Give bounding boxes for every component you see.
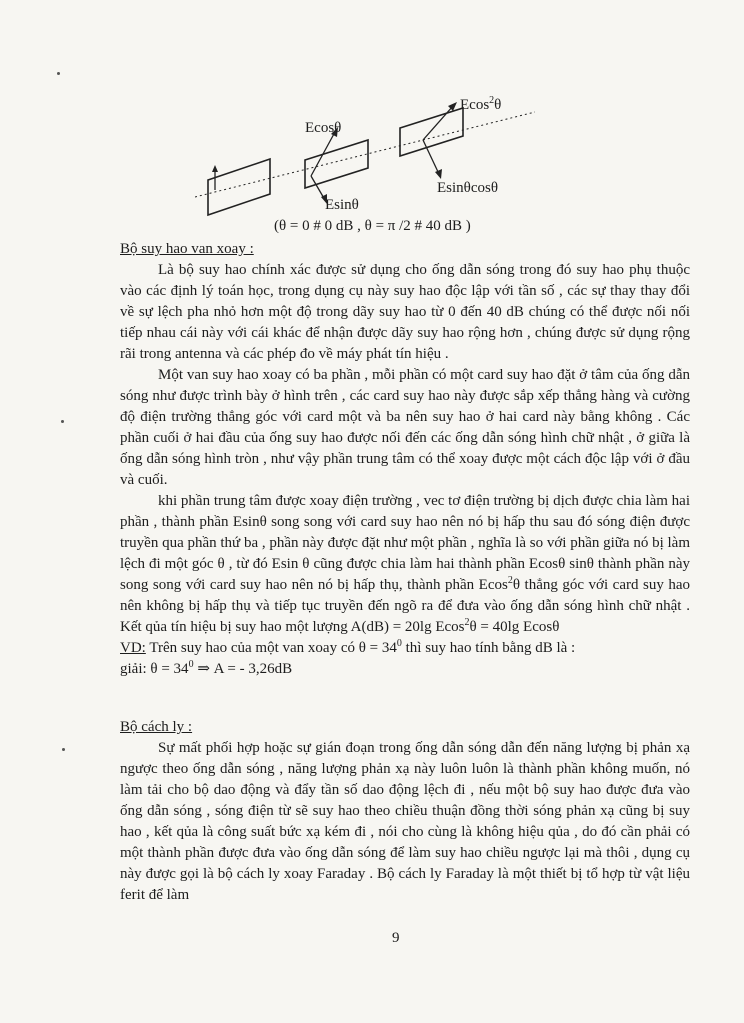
scan-speck — [61, 420, 64, 423]
left-card — [208, 159, 270, 215]
label-esin-cos: Esinθcosθ — [437, 180, 499, 196]
section-heading: Bộ cách ly : — [120, 719, 193, 735]
paragraph: Sự mất phối hợp hoặc sự gián đoạn trong ống dẫn sóng dẫn đến năng lượng bị phản xạ ngược theo ống dẫn sóng , năng lượng phản xạ này luôn luôn là thành phần không muốn, nó làm tải cho bộ dao động và đẩy tần số dao động lệch đi , nếu một bộ suy hao được đưa vào ống dẫn sóng , sóng điện từ sẽ suy hao theo chiều thuận đồng thời sóng phản xạ cũng bị suy hao , kết qủa là công suất bức xạ kém đi , nói cho cùng là không hiệu qủa , do đó cần phải có một thành phần được đưa vào ống dẫn sóng để làm suy hao chiều ngược lại mà thôi , dụng cụ này được gọi là bộ cách ly xoay Faraday . Bộ cách ly Faraday là một thiết bị tổ hợp từ vật liệu ferit để làm — [120, 740, 690, 903]
page-number: 9 — [392, 930, 400, 946]
example-line: VD: Trên suy hao của một van xoay có $\theta = 34^0$ thì suy hao tính bằng dB là : — [120, 638, 576, 656]
section-isolator — [120, 717, 690, 906]
section-heading: Bộ suy hao van xoay : — [120, 241, 254, 257]
label-ecos-squared: Ecos$^2$θ — [460, 95, 502, 113]
label-esin: Esinθ — [325, 197, 359, 213]
paragraph: Là bộ suy hao chính xác được sử dụng cho ống dẫn sóng trong đó suy hao phụ thuộc vào các định lý toán học, trong dụng cụ này suy hao độc lập với tần số , các sự thay thay đổi về sự lệch pha nhỏ hơn một độ trong dãy suy hao từ 0 đến 40 dB chúng có thể được nối nối tiếp nhau cái này với cái khác để nhận được dãy suy hao rộng hơn , chúng được sử dụng rộng rãi trong antenna và các phép đo về máy phát tín hiệu . — [120, 262, 690, 362]
scan-speck — [57, 72, 60, 75]
paragraph: Một van suy hao xoay có ba phần , mỗi phần có một card suy hao đặt ở tâm của ống dẫn sóng như được trình bày ở hình trên , các card suy hao này được sắp xếp thẳng hàng và cường độ điện trường thẳng góc với card một và ba nên suy hao ở hai card này bằng không . Các phần cuối ở hai đầu của ống suy hao được nối đến các ống dẫn sóng hình chữ nhật , ở giữa là ống dẫn sóng hình tròn , như vậy phần trung tâm có thể xoay được một cách độc lập với ở đầu và cuối. — [120, 367, 690, 488]
diagram-caption: (θ = 0 # 0 dB , θ = π /2 # 40 dB ) — [274, 218, 471, 234]
scan-speck — [62, 748, 65, 751]
solution-line: giải: $\theta = 34^0$ ⇒ A = - 3,26dB — [120, 659, 293, 677]
label-ecos: Ecosθ — [305, 120, 342, 136]
paragraph-attenuation-formula: khi phần trung tâm được xoay điện trường , vec tơ điện trường bị dịch được chia làm hai phần , thành phần Esinθ song song với card suy hao nên nó bị hấp thu sau đó sóng điện được truyền qua phần thứ ba , phần này được đặt như một phần , nghĩa là so với phần giữa nó bị làm lệch đi một góc θ , từ đó Esin θ cũng được chia làm hai thành phần Ecosθ sinθ thành phần này song song với card suy hao nên nó bị hấp thụ, thành phần Ecos$^2$θ thẳng góc với card suy hao nên không bị hấp thụ và tiếp tục truyền đến ngõ ra để đưa vào ống dẫn sóng hình chữ nhật . Kết qủa tín hiệu bị suy hao một lượng A(dB) = 20lg Ecos$^2$θ = 40lg Ecosθ — [120, 493, 690, 635]
section-rotary-attenuator — [120, 239, 690, 680]
